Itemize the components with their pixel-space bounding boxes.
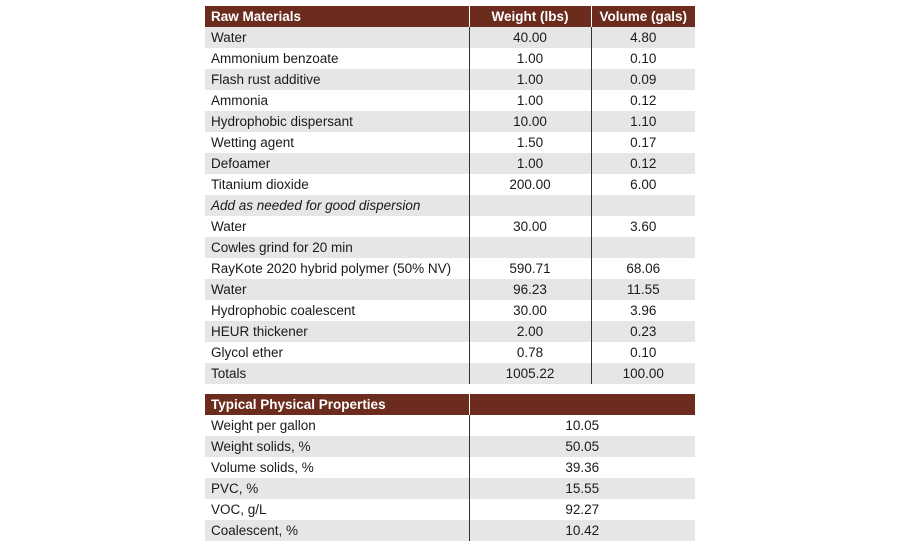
property-value: 39.36 — [469, 457, 695, 478]
material-volume: 0.10 — [591, 48, 695, 69]
material-weight: 96.23 — [469, 279, 591, 300]
table-row — [205, 132, 695, 153]
material-volume — [591, 237, 695, 258]
header-volume: Volume (gals) — [591, 6, 695, 27]
material-name: Water — [205, 216, 469, 237]
material-weight: 1.00 — [469, 48, 591, 69]
material-weight: 2.00 — [469, 321, 591, 342]
table-row — [205, 69, 695, 90]
table-row — [205, 342, 695, 363]
table-row — [205, 111, 695, 132]
material-weight: 30.00 — [469, 300, 591, 321]
properties-body — [205, 415, 695, 541]
header-typical-physical-properties: Typical Physical Properties — [205, 394, 469, 415]
material-weight: 40.00 — [469, 27, 591, 48]
property-name: VOC, g/L — [205, 499, 469, 520]
table-row — [205, 153, 695, 174]
header-raw-materials: Raw Materials — [205, 6, 469, 27]
table-row — [205, 237, 695, 258]
material-weight: 1005.22 — [469, 363, 591, 384]
property-value: 15.55 — [469, 478, 695, 499]
table-row — [205, 478, 695, 499]
property-name: Volume solids, % — [205, 457, 469, 478]
material-weight: 30.00 — [469, 216, 591, 237]
table-row — [205, 90, 695, 111]
property-value: 92.27 — [469, 499, 695, 520]
raw-materials-table — [205, 6, 695, 384]
table-row — [205, 321, 695, 342]
property-name: Weight solids, % — [205, 436, 469, 457]
material-name: Flash rust additive — [205, 69, 469, 90]
material-name: Ammonium benzoate — [205, 48, 469, 69]
material-weight: 200.00 — [469, 174, 591, 195]
material-weight: 1.00 — [469, 153, 591, 174]
material-name: Hydrophobic dispersant — [205, 111, 469, 132]
table-row — [205, 499, 695, 520]
material-weight: 590.71 — [469, 258, 591, 279]
material-volume: 0.12 — [591, 153, 695, 174]
table-row — [205, 415, 695, 436]
property-value: 50.05 — [469, 436, 695, 457]
property-name: PVC, % — [205, 478, 469, 499]
material-name: Hydrophobic coalescent — [205, 300, 469, 321]
material-volume: 0.12 — [591, 90, 695, 111]
properties-header-row — [205, 394, 695, 415]
material-weight — [469, 195, 591, 216]
material-name: Defoamer — [205, 153, 469, 174]
material-weight — [469, 237, 591, 258]
table-row — [205, 195, 695, 216]
table-row — [205, 48, 695, 69]
material-volume: 11.55 — [591, 279, 695, 300]
material-name: Glycol ether — [205, 342, 469, 363]
material-name: Add as needed for good dispersion — [205, 195, 469, 216]
material-volume: 4.80 — [591, 27, 695, 48]
material-name: Wetting agent — [205, 132, 469, 153]
table-row — [205, 520, 695, 541]
material-volume: 6.00 — [591, 174, 695, 195]
material-name: Water — [205, 27, 469, 48]
material-volume: 0.23 — [591, 321, 695, 342]
material-volume: 0.09 — [591, 69, 695, 90]
table-row — [205, 27, 695, 48]
material-volume: 100.00 — [591, 363, 695, 384]
material-name: Water — [205, 279, 469, 300]
table-row — [205, 457, 695, 478]
material-name: Totals — [205, 363, 469, 384]
property-value: 10.42 — [469, 520, 695, 541]
table-row — [205, 258, 695, 279]
material-name: Cowles grind for 20 min — [205, 237, 469, 258]
material-weight: 0.78 — [469, 342, 591, 363]
material-name: Ammonia — [205, 90, 469, 111]
material-volume: 3.96 — [591, 300, 695, 321]
table-row — [205, 279, 695, 300]
material-volume — [591, 195, 695, 216]
material-volume: 3.60 — [591, 216, 695, 237]
table-row — [205, 363, 695, 384]
formulation-tables — [205, 6, 695, 541]
material-name: RayKote 2020 hybrid polymer (50% NV) — [205, 258, 469, 279]
property-name: Coalescent, % — [205, 520, 469, 541]
material-weight: 10.00 — [469, 111, 591, 132]
material-weight: 1.50 — [469, 132, 591, 153]
material-name: HEUR thickener — [205, 321, 469, 342]
table-row — [205, 216, 695, 237]
physical-properties-table — [205, 394, 695, 541]
header-blank — [469, 394, 695, 415]
material-volume: 0.17 — [591, 132, 695, 153]
material-volume: 1.10 — [591, 111, 695, 132]
material-weight: 1.00 — [469, 90, 591, 111]
table-row — [205, 300, 695, 321]
material-name: Titanium dioxide — [205, 174, 469, 195]
table-row — [205, 174, 695, 195]
raw-materials-body — [205, 27, 695, 384]
table-row — [205, 436, 695, 457]
material-volume: 0.10 — [591, 342, 695, 363]
header-weight: Weight (lbs) — [469, 6, 591, 27]
property-value: 10.05 — [469, 415, 695, 436]
raw-materials-header-row — [205, 6, 695, 27]
material-volume: 68.06 — [591, 258, 695, 279]
material-weight: 1.00 — [469, 69, 591, 90]
property-name: Weight per gallon — [205, 415, 469, 436]
